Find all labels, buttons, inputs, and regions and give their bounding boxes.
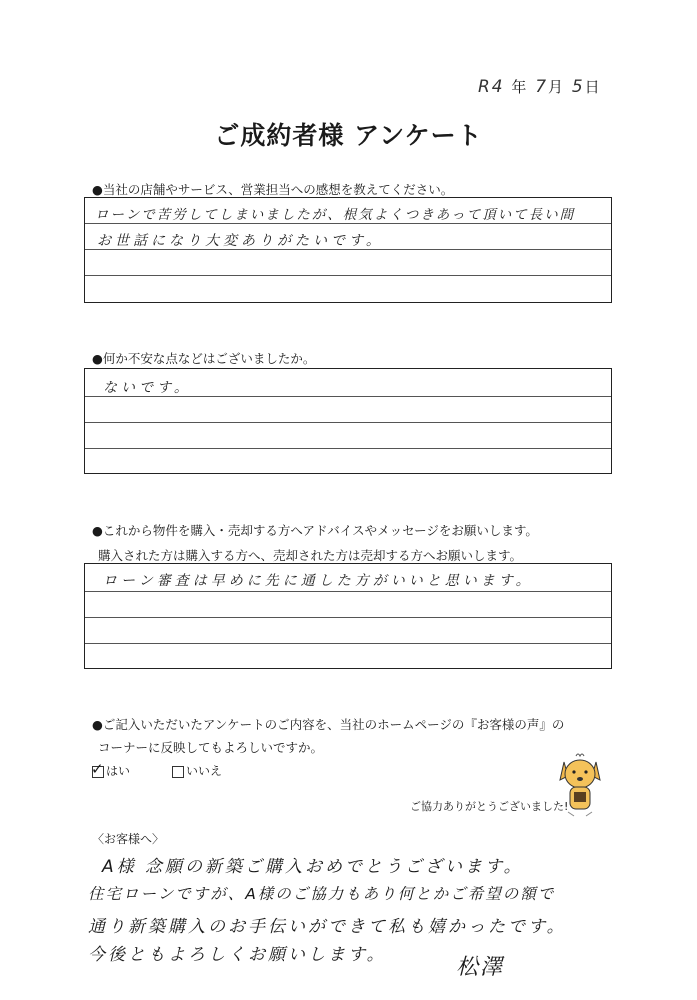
question-4-line-1: ●ご記入いただいたアンケートのご内容を、当社のホームページの『お客様の声』の <box>92 717 565 732</box>
answer-1-line-1: ローンで苦労してしまいましたが、根気よくつきあって頂いて長い間 <box>95 207 576 223</box>
thanks-message: ご協力ありがとうございました! <box>410 800 569 813</box>
date-year-suffix: 年 <box>511 78 529 96</box>
answer-1-line-2: お世話になり大変ありがたいです。 <box>97 233 384 249</box>
no-checkbox[interactable] <box>172 766 184 778</box>
question-2: ●何か不安な点などはございましたか。 <box>92 351 316 366</box>
staff-signature: 松澤 <box>456 955 505 980</box>
answer-box-3 <box>84 563 612 669</box>
answer-2-line-1: ないです。 <box>103 380 192 396</box>
date-day-suffix: 日 <box>584 78 602 96</box>
check-mark-icon: ✓ <box>91 759 104 778</box>
answer-3-line-1: ローン審査は早めに先に通した方がいいと思います。 <box>103 573 534 589</box>
option-yes-label: はい <box>106 764 131 778</box>
customer-message-line-2: 住宅ローンですが、A様のご協力もあり何とかご希望の額で <box>88 885 556 903</box>
customer-message-line-1: A様 念願の新築ご購入おめでとうございます。 <box>102 857 524 877</box>
question-1: ●当社の店舗やサービス、営業担当への感想を教えてください。 <box>92 182 454 197</box>
page-title: ご成約者様 アンケート <box>214 121 483 150</box>
answer-box-2 <box>84 368 612 474</box>
date-month: 7 <box>535 77 549 97</box>
option-no[interactable] <box>172 762 222 779</box>
yes-checkbox[interactable] <box>91 759 104 778</box>
date-era: R4 <box>478 77 505 97</box>
question-4-line-2: コーナーに反映してもよろしいですか。 <box>98 740 324 755</box>
answer-box-1 <box>84 197 612 303</box>
question-3-line-2: 購入された方は購入する方へ、売却された方は売却する方へお願いします。 <box>98 548 523 563</box>
question-3-line-1: ●これから物件を購入・売却する方へアドバイスやメッセージをお願いします。 <box>92 523 538 538</box>
option-no-label: いいえ <box>186 764 223 778</box>
date-day: 5 <box>571 77 585 97</box>
customer-message-line-3: 通り新築購入のお手伝いができて私も嬉かったです。 <box>88 917 567 937</box>
customer-message-label: 〈お客様へ〉 <box>92 832 165 846</box>
survey-date <box>478 76 602 97</box>
option-yes[interactable] <box>91 759 131 779</box>
customer-message-line-4: 今後ともよろしくお願いします。 <box>88 945 387 965</box>
date-month-suffix: 月 <box>548 78 566 96</box>
